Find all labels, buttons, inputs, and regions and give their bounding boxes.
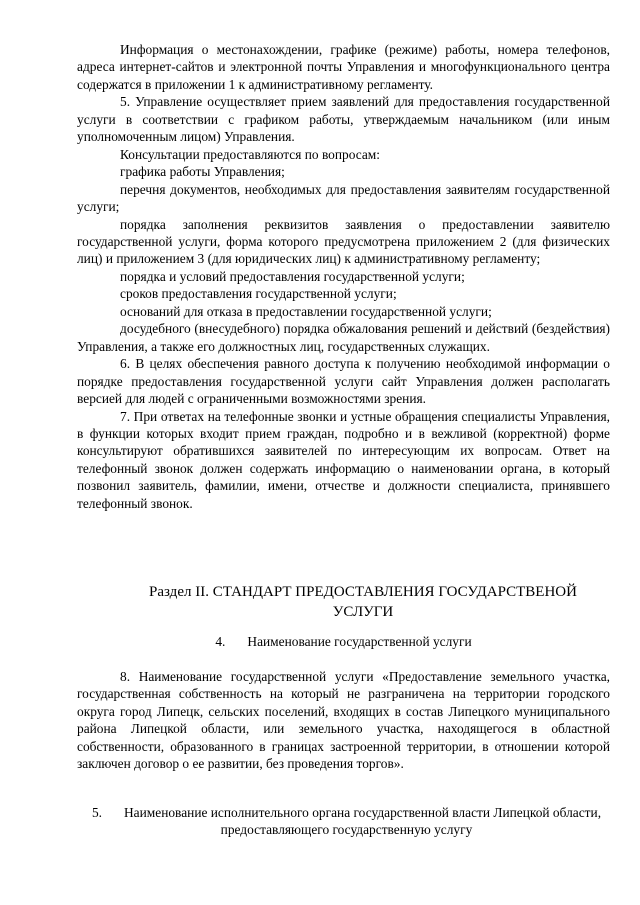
paragraph-info-location: Информация о местонахождении, графике (режиме) работы, номера телефонов, адреса интернет-сайтов и электронной почты Управления и многофункционального центра содержатся в приложении 1 к административному регламенту. <box>77 42 610 92</box>
body-text-mid <box>77 668 610 773</box>
list-item-documents: перечня документов, необходимых для предоставления заявителям государственной услуги; <box>77 181 610 215</box>
list-item-refusal-grounds: оснований для отказа в предоставлении государственной услуги; <box>120 303 492 319</box>
paragraph-item-6: 6. В целях обеспечения равного доступа к получению необходимой информации о порядке предоставления государственной услуги сайт Управления должен располагать версией для людей с ограниченными возможностями зрения. <box>77 356 610 407</box>
subsection-4-heading <box>77 633 610 650</box>
paragraph-item-8: 8. Наименование государственной услуги «Предоставление земельного участка, государственная собственность на который не разграничена на территории городского округа город Липецк, сельских поселений, входящих в состав Липецкого муниципального района Липецкой области, или земельного участка, находящегося в областной собственности, образованного в границах застроенной территории, в отношении которой заключен договор о ее развитии, без проведения торгов». <box>77 669 610 772</box>
paragraph-consultations-intro: Консультации предоставляются по вопросам: <box>120 146 381 162</box>
list-item-terms: сроков предоставления государственной услуги; <box>120 286 397 302</box>
list-item-procedure: порядка и условий предоставления государственной услуги; <box>120 268 465 284</box>
list-item-application-form: порядка заполнения реквизитов заявления о предоставлении заявителю государственной услуги, форма которого предусмотрена приложением 2 (для физических лиц) и приложением 3 (для юридических лиц) к административному регламенту; <box>77 216 610 267</box>
subsection-4-title: Наименование государственной услуги <box>247 634 472 649</box>
subsection-4-number: 4. <box>215 634 226 649</box>
paragraph-item-5: 5. Управление осуществляет прием заявлений для предоставления государственной услуги в соответствии с графиком работы, утверждаемым начальником (или иным уполномоченным лицом) Управления. <box>77 94 610 145</box>
section-title: Раздел II. СТАНДАРТ ПРЕДОСТАВЛЕНИЯ ГОСУДАРСТВЕНОЙ УСЛУГИ <box>149 584 577 620</box>
list-item-schedule: графика работы Управления; <box>120 164 285 180</box>
body-text-top <box>77 41 610 512</box>
list-item-appeal: досудебного (внесудебного) порядка обжалования решений и действий (бездействия) Управления, а также его должностных лиц, государственных служащих. <box>77 321 610 354</box>
paragraph-item-7: 7. При ответах на телефонные звонки и устные обращения специалисты Управления, в функции которых входит прием граждан, подробно и в вежливой (корректной) форме консультируют обратившихся заявителей по интересующим их вопросам. Ответ на телефонный звонок должен содержать информацию о наименовании органа, в который позвонил заявитель, фамилии, имени, отчестве и должности специалиста, принявшего телефонный звонок. <box>77 408 610 511</box>
subsection-5-heading <box>77 804 610 839</box>
subsection-5-title: Наименование исполнительного органа государственной власти Липецкой области, предоставляющего государственную услугу <box>124 805 602 838</box>
subsection-5-number: 5. <box>91 805 102 820</box>
